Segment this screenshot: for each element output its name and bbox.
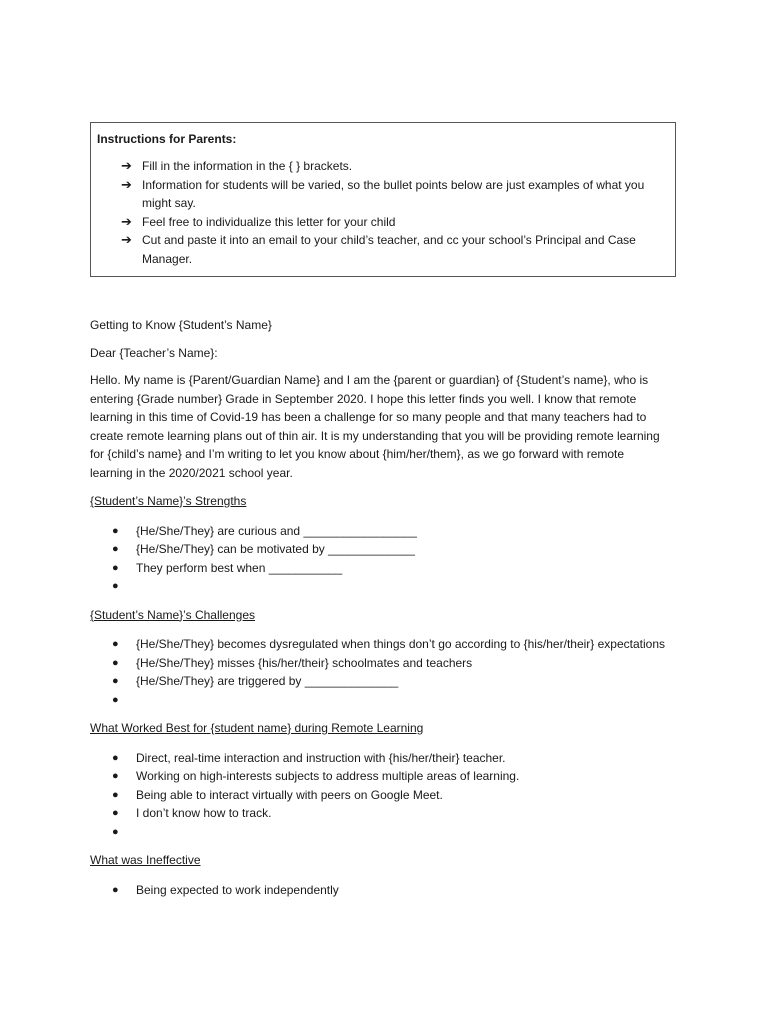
- list-item: ● {He/She/They} can be motivated by _____________: [112, 540, 670, 559]
- bullet-icon: ●: [112, 543, 119, 555]
- letter-intro: Hello. My name is {Parent/Guardian Name} and I am the {parent or guardian} of {Student’s name}, who is entering {Grade number} Grade in September 2020. I hope this letter finds you well. I know that remote learning in this time of Covid-19 has been a challenge for so many people and that many teachers had to create remote learning plans out of thin air. It is my understanding that you will be providing remote learning for {child’s name} and I’m writing to let you know about {him/her/them}, as we go forward with remote learning in the 2020/2021 school year.: [90, 373, 660, 480]
- letter-salutation: Dear {Teacher’s Name}:: [90, 345, 218, 360]
- letter-subject: Getting to Know {Student’s Name}: [90, 318, 272, 332]
- list-item: ● They perform best when ___________: [112, 559, 670, 578]
- list-item: ● Being expected to work independently: [112, 881, 670, 900]
- bullet-icon: ●: [112, 524, 119, 537]
- bullet-icon: ●: [112, 807, 119, 819]
- bullet-icon: ●: [112, 693, 119, 706]
- instructions-title: Instructions for Parents:: [97, 132, 237, 146]
- strengths-heading: {Student’s Name}’s Strengths: [90, 494, 247, 508]
- strengths-list: [90, 522, 670, 596]
- instruction-item: ➔ Feel free to individualize this letter for your child: [121, 213, 665, 232]
- bullet-icon: ●: [112, 788, 119, 801]
- bullet-icon: ●: [112, 675, 119, 687]
- bullet-icon: ●: [112, 770, 119, 782]
- ineffective-list: [90, 881, 670, 900]
- bullet-icon: ●: [112, 825, 119, 838]
- arrow-icon: ➔: [121, 158, 132, 173]
- list-item: ● Direct, real-time interaction and instruction with {his/her/their} teacher.: [112, 749, 670, 768]
- bullet-icon: ●: [112, 580, 119, 592]
- instruction-item: ➔ Information for students will be varied, so the bullet points below are just examples of what you might say.: [121, 176, 645, 210]
- worked-best-heading: What Worked Best for {student name} during Remote Learning: [90, 721, 424, 735]
- arrow-icon: ➔: [121, 232, 132, 247]
- list-item: ● Being able to interact virtually with peers on Google Meet.: [112, 786, 670, 805]
- bullet-icon: ●: [112, 561, 119, 574]
- bullet-icon: ●: [112, 656, 119, 669]
- list-item: ● Working on high-interests subjects to address multiple areas of learning.: [112, 767, 670, 786]
- instructions-box: [90, 122, 676, 277]
- ineffective-heading: What was Ineffective: [90, 853, 201, 867]
- worked-best-list: [90, 749, 670, 842]
- instructions-list: [97, 157, 665, 268]
- instruction-item: ➔ Cut and paste it into an email to your child’s teacher, and cc your school’s Principal and Case Manager.: [121, 232, 636, 266]
- bullet-icon: ●: [112, 638, 119, 650]
- list-item: [112, 577, 670, 596]
- list-item: ● {He/She/They} becomes dysregulated when things don’t go according to {his/her/their} expectations: [112, 635, 670, 654]
- list-item: ● {He/She/They} misses {his/her/their} schoolmates and teachers: [112, 654, 670, 673]
- arrow-icon: ➔: [121, 176, 132, 192]
- challenges-list: [90, 635, 670, 709]
- challenges-heading: {Student’s Name}’s Challenges: [90, 607, 255, 622]
- arrow-icon: ➔: [121, 213, 132, 229]
- instruction-item: ➔ Fill in the information in the { } brackets.: [121, 157, 665, 176]
- list-item: ● {He/She/They} are curious and _________________: [112, 522, 670, 541]
- letter-body: [90, 316, 670, 909]
- list-item: [112, 691, 670, 710]
- list-item: [112, 823, 670, 842]
- bullet-icon: ●: [112, 751, 119, 764]
- list-item: ● I don’t know how to track.: [112, 804, 670, 823]
- bullet-icon: ●: [112, 883, 119, 896]
- list-item: ● {He/She/They} are triggered by ______________: [112, 672, 670, 691]
